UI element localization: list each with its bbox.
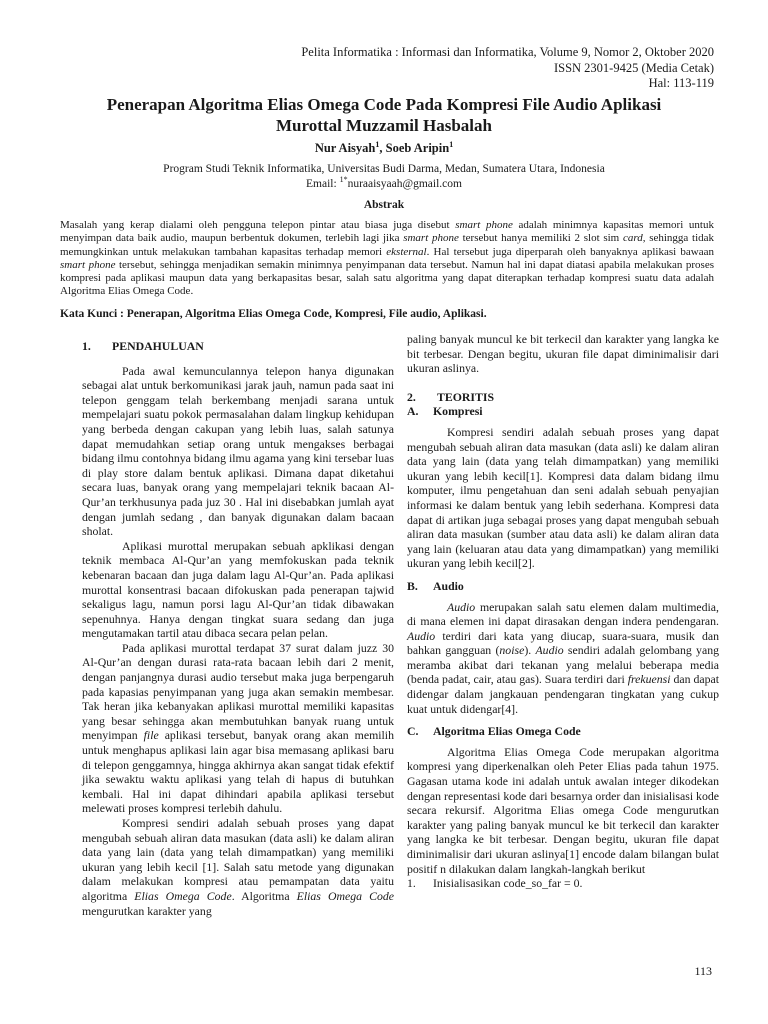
- p4-em-1: Elias Omega Code: [134, 888, 232, 903]
- abstract-heading: Abstrak: [363, 199, 405, 211]
- abstract-text: [60, 219, 714, 299]
- pB-seg-2: terdiri dari kata yang diucap, suara-suara, musik dan bahkan gangguan (: [407, 628, 719, 658]
- abstract-em-4: eksternal: [386, 245, 427, 258]
- p4-seg-2: . Algoritma: [231, 888, 297, 903]
- title-line-1: Penerapan Algoritma Elias Omega Code Pada Kompresi File Audio Aplikasi: [106, 95, 662, 114]
- pB-em-4: Audio: [535, 643, 564, 658]
- list-item: [407, 876, 719, 891]
- email-prefix: Email:: [306, 178, 340, 190]
- abstract-seg-6: tersebut, sehingga menjadikan semakin minimnya penyimpanan data tersebut. Namun hal ini dapat diatasi apabila melakukan proses kompresi pada aplikasi maupun data yang berkapasitas besar, salah satu algoritma yang dapat diterapkan terhadap kompresi suatu data adalah Algoritma Elias Omega Code.: [60, 258, 714, 298]
- pB-em-1: Audio: [447, 599, 476, 614]
- p3-seg-1: Pada aplikasi murottal terdapat 37 surat dalam juzz 30 Al-Qur’an dengan durasi rata-rata bacaan lebih dari 2 menit, dengan panjangnya durasi audio tersebut maka juga berpengaruh pada kapasias penyimpanan yang juga akan semakin membesar. Tak heran jika kebanyakan aplikasi murottal memiliki kapasitas yang besar sehingga akan membutuhkan banyak ruang untuk menyimpan: [82, 640, 394, 743]
- pB-seg-4: sendiri adalah gelombang yang meramba akibat dari tekanan yang melalui beberapa media (benda padat, cair, atau gas). Suara terdiri dari: [407, 643, 719, 687]
- abstract-seg-2: adalah minimnya kapasitas memori untuk menyimpan data baik audio, maupun berbentuk dokumen, terlebih lagi jika: [60, 219, 714, 245]
- paragraph-intro-2: Aplikasi murottal merupakan sebuah apklikasi dengan teknik membaca Al-Qur’an yang memfokuskan pada teknik kebenaran bacaan dan juga dalam lagu Al-Qur’an. Pada aplikasi murottal konsentrasi bacaan difokuskan pada penerapan tajwid sekaligus lagu, namun porsi lagu Al-Qur’an tidak dibawakan sepenuhnya. Hanya dengan tingkat suara sedang dan juga mengutamakan tartil atau dibaca secara pelan pelan.: [82, 538, 394, 641]
- paragraph-intro-1: Pada awal kemunculannya telepon hanya digunakan sebagai alat untuk berkomunikasi jarak jauh, namun pada saat ini telepon genggam telah berkembang menjadi sarana untuk mempelajari suatu pokok permasalahan dalam lingkup kehidupan yang berbeda dengan cakupan yang lebih luas, salah satunya dapat memudahkan setiap orang untuk mengakses berbagai bidang ilmu contohnya bidang ilmu agama yang kini tersebar luas di play store dalam bentuk aplikasi. Dimana dapat diketahui secara luas, banyak orang yang mempelajari teknik bacaan Al- Qur’an terkhusunya pada juz 30 . Hal ini disebabkan jumlah ayat dengan jumlah sedang , dan banyak digunakan dalam bacaan sholat.: [82, 363, 394, 539]
- subsection-title: Audio: [433, 578, 464, 593]
- list-item-number: 1.: [407, 876, 416, 891]
- paragraph-intro-3: [82, 641, 394, 816]
- p3-seg-2: aplikasi tersebut, banyak orang akan memilih untuk menghapus aplikasi lain agar bisa memasang aplikasi baru di telepon genggamnya, hingga akhirnya akan sangat tidak efektif jika sewaktu waktu aplikasi yang telah di hapus di butuhkan kembali. Hal ini dapat dihindari apabila aplikasi tersebut melewati proses kompresi terlebih dahulu.: [82, 728, 394, 816]
- p4-em-2: Elias Omega Code: [296, 888, 395, 903]
- subsection-title: Kompresi: [433, 404, 483, 419]
- page-number: 113: [694, 964, 712, 978]
- subsection-letter: C.: [407, 724, 419, 739]
- abstract-seg-5: . Hal tersebut juga diperparah oleh banyaknya aplikasi bawaan: [426, 245, 714, 258]
- paragraph-elias-omega: Algoritma Elias Omega Code merupakan algoritma kompresi yang diperkenalkan oleh Peter Elias pada tahun 1975. Gagasan utama kode ini adalah untuk awalan integer dikodekan dengan representasi kode dari besarnya order dan inisialisasi kode secara rekursif. Algoritma Elias omega Code mengurutkan karakter yang paling banyak muncul ke bit terkecil dan karakter yang langka ke bit terbesar. Dengan begitu, ukuran file dapat diminimalisir dari ukuran aslinya[1] encode dalam bilangan bulat positif n dilakukan dalam langkah-langkah berikut: [407, 744, 719, 876]
- keywords-line: Kata Kunci : Penerapan, Algoritma Elias Omega Code, Kompresi, File audio, Aplikasi.: [60, 308, 487, 320]
- issn-line: ISSN 2301-9425 (Media Cetak): [553, 60, 714, 75]
- email-address[interactable]: nuraaisyaah@gmail.com: [347, 178, 462, 190]
- pB-seg-5: dan dapat didengar dalam jangkauan pendengaran tingkatan yang cukup kuat untuk didengar[4].: [407, 672, 719, 716]
- affiliation-block: [60, 162, 708, 192]
- subsection-letter: A.: [407, 404, 419, 419]
- subsection-heading-audio: [407, 579, 719, 594]
- pB-seg-3: ).: [524, 643, 536, 658]
- abstract-seg-3: tersebut hanya memiliki 2 slot sim: [458, 232, 623, 245]
- subsection-heading-kompresi: [407, 404, 719, 419]
- paragraph-continued: paling banyak muncul ke bit terkecil dan karakter yang langka ke bit terbesar. Dengan begitu, ukuran file dapat diminimalisir dari ukuran aslinya.: [407, 332, 719, 376]
- paragraph-audio: [407, 600, 719, 717]
- journal-header: [214, 45, 714, 92]
- section-heading-pendahuluan: [82, 339, 394, 354]
- author-1-name: Nur Aisyah: [314, 141, 376, 155]
- paragraph-intro-4: [82, 816, 394, 918]
- paragraph-kompresi: Kompresi sendiri adalah sebuah proses yang dapat mengubah sebuah aliran data masukan (data asli) ke dalam aliran data yang lain (data yang telah dimampatkan) yang memiliki ukuran yang lebih kecil[1]. Kompresi data dalam bidang ilmu komputer, ilmu pengetahuan dan seni adalah sebuah penyajian informasi ke dalam bentuk yang lebih sederhana. Kompresi data dapat di artikan juga sebagai proses yang dapat mengubah sebuah aliran data masukan (sumber atau data asli) ke dalam aliran data yang lain (keluaran atau data yang dimampatkan) yang memiliki ukuran yang lebih kecil[2].: [407, 424, 719, 571]
- section-heading-teoritis: [407, 390, 719, 405]
- section-title: TEORITIS: [437, 389, 495, 404]
- affiliation-program: Program Studi Teknik Informatika, Universitas Budi Darma, Medan, Sumatera Utara, Indonesia: [163, 163, 605, 175]
- abstract-em-2: smart phone: [403, 232, 459, 245]
- section-number: 2.: [407, 389, 416, 404]
- p4-seg-3: mengurutkan karakter yang: [82, 903, 212, 918]
- email-line: [60, 177, 708, 192]
- abstract-em-5: smart phone: [60, 258, 116, 271]
- section-number: 1.: [82, 339, 91, 353]
- p3-em: file: [143, 728, 159, 743]
- section-title: PENDAHULUAN: [112, 339, 204, 353]
- pB-em-3: noise: [499, 643, 525, 658]
- p4-seg-1: Kompresi sendiri adalah sebuah proses yang dapat mengubah sebuah aliran data masukan (data asli) ke dalam aliran data yang lain (data yang telah dimampatkan) yang memiliki ukuran yang lebih kecil [1]. Salah satu metode yang digunakan dalam melakukan kompresi atau pemampatan data yaitu algoritma: [82, 816, 394, 903]
- pB-seg-1: merupakan salah satu elemen dalam multimedia, di mana elemen ini dapat dirasakan dengan indera pendengaran.: [407, 599, 719, 629]
- journal-info-line: Pelita Informatika : Informasi dan Informatika, Volume 9, Nomor 2, Oktober 2020: [301, 45, 714, 59]
- author-2-name: Soeb Aripin: [385, 141, 450, 155]
- author-list: [60, 141, 708, 156]
- subsection-heading-elias-omega: [407, 724, 719, 739]
- author-separator: ,: [379, 141, 386, 155]
- abstract-seg-4: sehingga tidak memungkinkan untuk melakukan tambahan kapasitas terhadap memori: [60, 232, 715, 258]
- abstract-seg-1: Masalah yang kerap dialami oleh pengguna telepon pintar atau biasa juga disebut: [60, 219, 456, 231]
- abstract-em-3: card,: [622, 232, 646, 245]
- list-item-text: Inisialisasikan code_so_far = 0.: [433, 876, 583, 891]
- right-column: [407, 332, 719, 891]
- pB-em-2: Audio: [407, 628, 436, 643]
- title-line-2: Murottal Muzzamil Hasbalah: [276, 116, 492, 135]
- page-range: Hal: 113-119: [648, 76, 714, 90]
- author-1-affil-mark: 1: [375, 139, 380, 149]
- subsection-letter: B.: [407, 578, 418, 593]
- email-mark: 1*: [339, 175, 348, 185]
- left-column: [82, 332, 394, 918]
- abstract-em-1: smart phone: [455, 219, 513, 231]
- author-2-affil-mark: 1: [449, 139, 454, 149]
- subsection-title: Algoritma Elias Omega Code: [433, 724, 581, 739]
- pB-em-5: frekuensi: [627, 672, 671, 687]
- paper-title: [60, 94, 708, 136]
